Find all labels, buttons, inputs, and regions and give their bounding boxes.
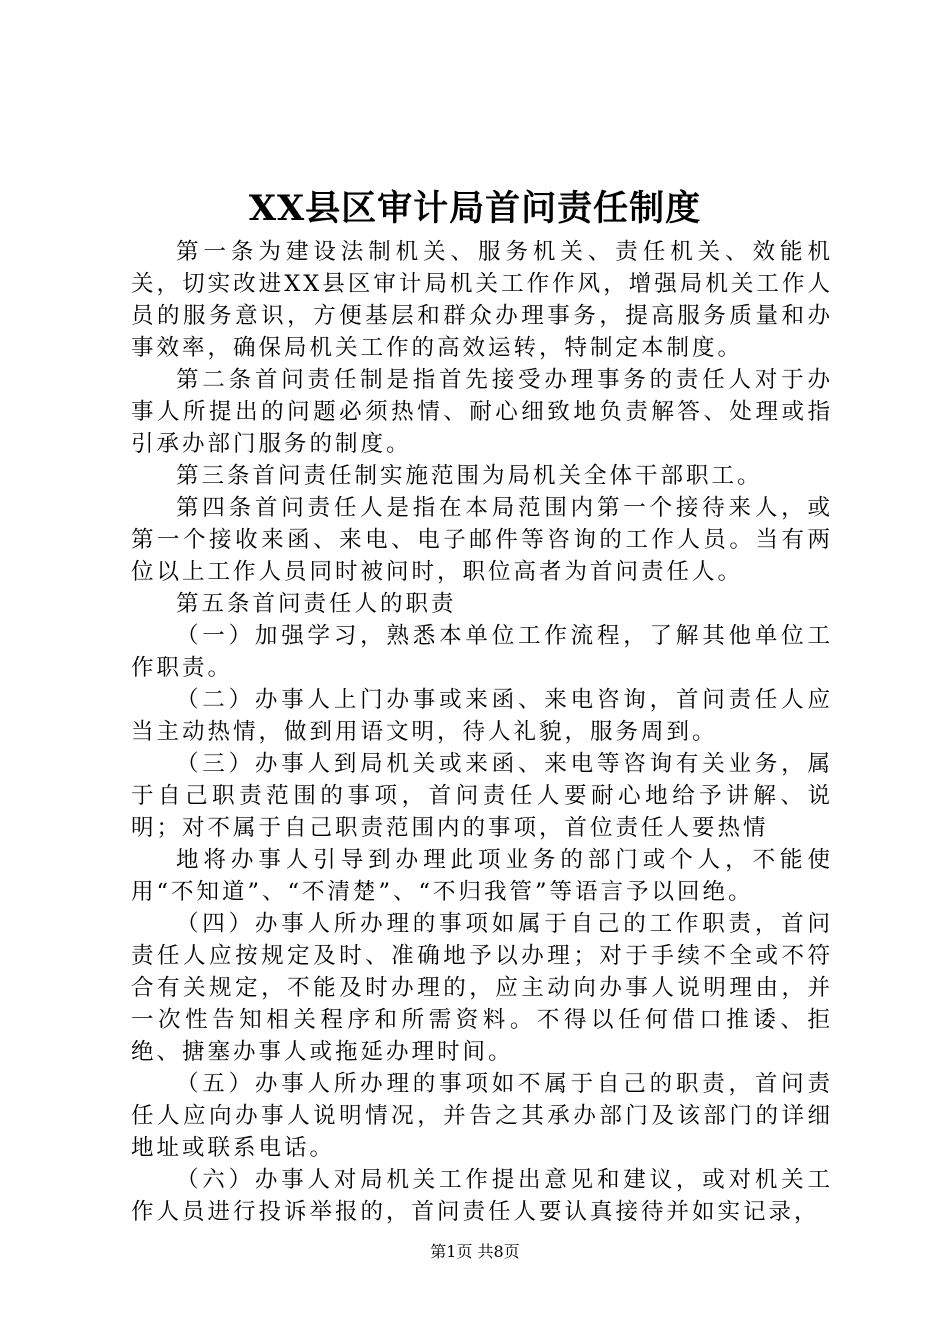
paragraph-article-5: 第五条首问责任人的职责 xyxy=(176,591,457,617)
paragraph-item-3-continued: 地将办事人引导到办理此项业务的部门或个人，不能使用“不知道”、“不清楚”、“不归我管”等语言予以回绝。 xyxy=(131,847,833,905)
paragraph-article-2: 第二条首问责任制是指首先接受办理事务的责任人对于办事人所提出的问题必须热情、耐心细致地负责解答、处理或指引承办部门服务的制度。 xyxy=(131,367,833,457)
paragraph-article-1: 第一条为建设法制机关、服务机关、责任机关、效能机关，切实改进XX县区审计局机关工作作风，增强局机关工作人员的服务意识，方便基层和群众办理事务，提高服务质量和办事效率，确保局机关工作的高效运转，特制定本制度。 xyxy=(131,239,833,361)
document-body xyxy=(131,236,833,1228)
paragraph-article-3: 第三条首问责任制实施范围为局机关全体干部职工。 xyxy=(176,463,763,489)
document-title: XX县区审计局首问责任制度 xyxy=(248,188,702,229)
paragraph-item-1: （一）加强学习，熟悉本单位工作流程，了解其他单位工作职责。 xyxy=(131,623,833,681)
paragraph-item-2: （二）办事人上门办事或来函、来电咨询，首问责任人应当主动热情，做到用语文明，待人礼貌，服务周到。 xyxy=(131,687,833,745)
paragraph-article-4: 第四条首问责任人是指在本局范围内第一个接待来人，或第一个接收来函、来电、电子邮件等咨询的工作人员。当有两位以上工作人员同时被问时，职位高者为首问责任人。 xyxy=(131,495,833,585)
paragraph-item-6: （六）办事人对局机关工作提出意见和建议，或对机关工作人员进行投诉举报的，首问责任人要认真接待并如实记录， xyxy=(131,1167,833,1225)
paragraph-item-5: （五）办事人所办理的事项如不属于自己的职责，首问责任人应向办事人说明情况，并告之其承办部门及该部门的详细地址或联系电话。 xyxy=(131,1071,833,1161)
paragraph-item-3: （三）办事人到局机关或来函、来电等咨询有关业务，属于自己职责范围的事项，首问责任人要耐心地给予讲解、说明；对不属于自己职责范围内的事项，首位责任人要热情 xyxy=(131,751,833,841)
page-number-footer: 第1页 共8页 xyxy=(430,1242,520,1261)
paragraph-item-4: （四）办事人所办理的事项如属于自己的工作职责，首问责任人应按规定及时、准确地予以办理；对于手续不全或不符合有关规定，不能及时办理的，应主动向办事人说明理由，并一次性告知相关程序和所需资料。不得以任何借口推诿、拒绝、搪塞办事人或拖延办理时间。 xyxy=(131,911,833,1065)
